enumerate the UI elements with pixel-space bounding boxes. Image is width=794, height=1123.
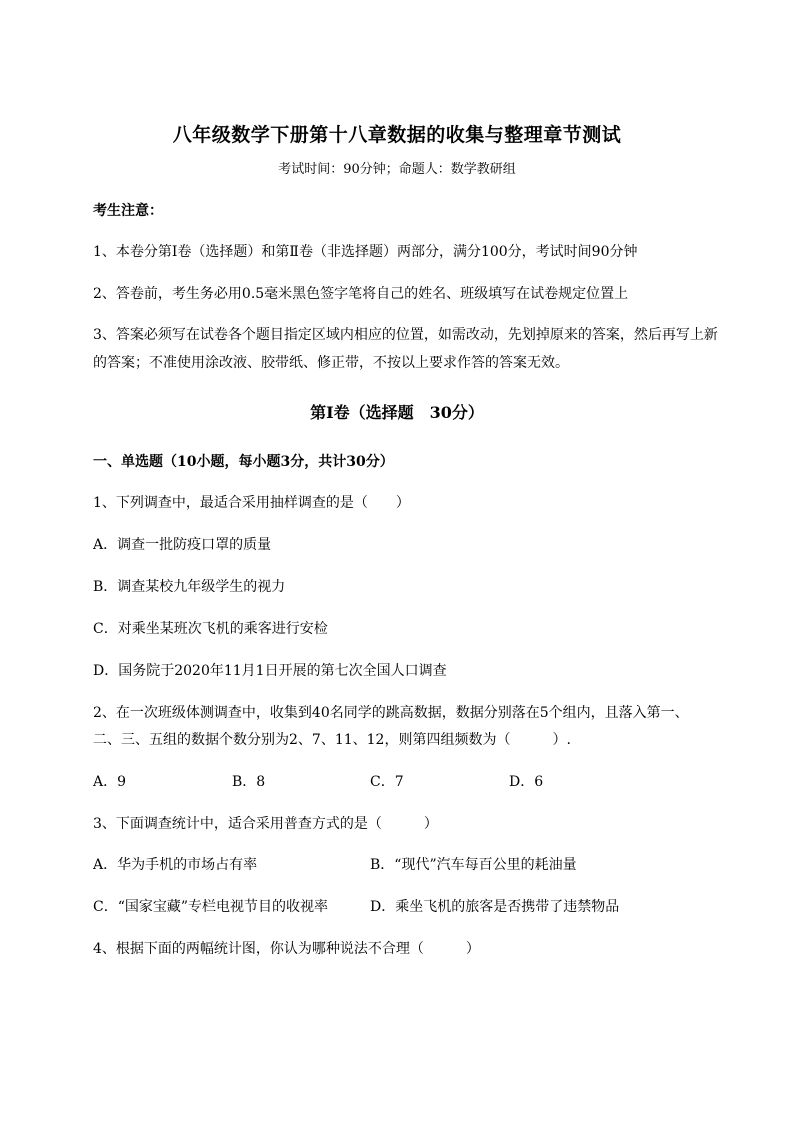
question-option: A．调查一批防疫口罩的质量: [93, 537, 272, 553]
question-stem: 1、下列调查中，最适合采用抽样调查的是（ ）: [93, 495, 410, 511]
question-option: A．华为手机的市场占有率: [93, 857, 258, 873]
notice-item: 3、答案必须写在试卷各个题目指定区域内相应的位置，如需改动，先划掉原来的答案，然后再写上新: [93, 327, 718, 343]
notice-item-continued: 的答案；不准使用涂改液、胶带纸、修正带，不按以上要求作答的答案无效。: [93, 355, 569, 371]
question-option: D．6: [509, 774, 544, 790]
section-title: 第I卷（选择题 30分）: [310, 403, 484, 422]
question-stem: 4、根据下面的两幅统计图，你认为哪种说法不合理（ ）: [93, 941, 480, 957]
question-option: D．乘坐飞机的旅客是否携带了违禁物品: [370, 899, 620, 915]
question-option: C．“国家宝藏”专栏电视节目的收视率: [93, 899, 329, 915]
notice-heading: 考生注意：: [93, 203, 163, 219]
notice-item: 2、答卷前，考生务必用0.5毫米黑色签字笔将自己的姓名、班级填写在试卷规定位置上: [93, 286, 629, 302]
question-stem-continued: 二、三、五组的数据个数分别为2、7、11、12，则第四组频数为（ ）.: [93, 732, 571, 748]
question-option: A．9: [93, 774, 127, 790]
notice-item: 1、本卷分第I卷（选择题）和第Ⅱ卷（非选择题）两部分，满分100分，考试时间90分钟: [93, 244, 638, 260]
question-option: B．8: [232, 774, 266, 790]
question-stem: 3、下面调查统计中，适合采用普查方式的是（ ）: [93, 816, 438, 832]
question-option: B．“现代”汽车每百公里的耗油量: [370, 857, 577, 873]
question-option: D．国务院于2020年11月1日开展的第七次全国人口调查: [93, 663, 447, 679]
exam-info: 考试时间：90分钟；命题人：数学教研组: [278, 162, 516, 177]
question-option: C．7: [370, 774, 404, 790]
question-stem: 2、在一次班级体测调查中，收集到40名同学的跳高数据，数据分别落在5个组内，且落入第一、: [93, 705, 689, 721]
question-option: C．对乘坐某班次飞机的乘客进行安检: [93, 621, 328, 637]
page-title: 八年级数学下册第十八章数据的收集与整理章节测试: [172, 124, 622, 146]
part-heading: 一、单选题（10小题，每小题3分，共计30分）: [93, 454, 394, 470]
question-option: B．调查某校九年级学生的视力: [93, 579, 286, 595]
